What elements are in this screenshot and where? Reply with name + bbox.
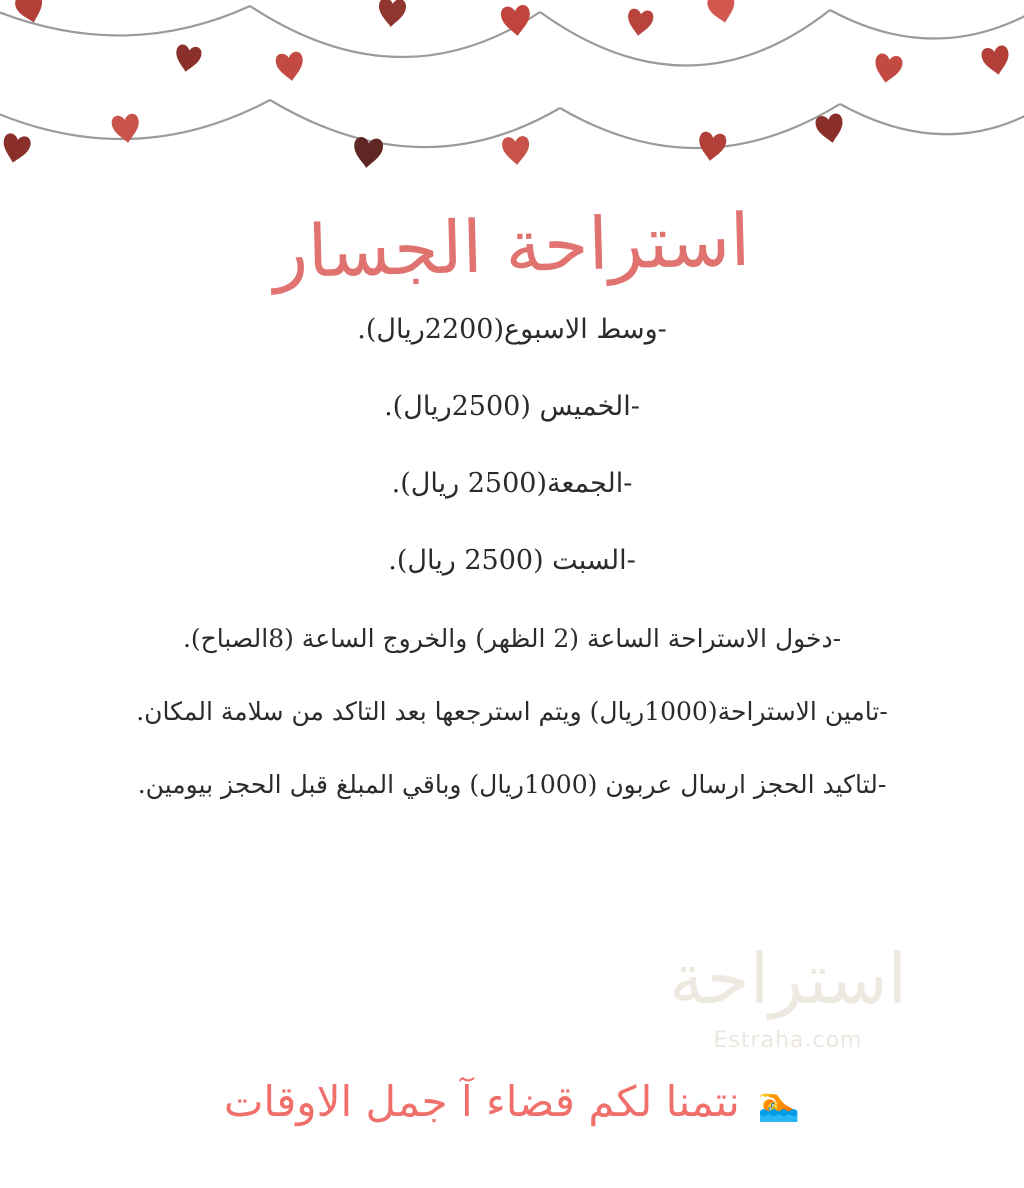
watermark-logo-text: استراحة [668,937,908,1020]
price-line: -الجمعة(2500 ريال). [391,467,633,499]
price-line: -الخميس (2500ريال). [384,390,640,422]
footer-message: نتمنا لكم قضاء آ جمل الاوقات [223,1077,740,1126]
swimmer-icon: 🏊 [757,1083,801,1124]
watermark-site-text: Estraha.com [713,1027,863,1053]
price-list [0,314,1024,622]
price-line: -السبت (2500 ريال). [388,544,636,576]
price-line: -وسط الاسبوع(2200ريال). [357,313,667,345]
page-title: استراحة الجسار [272,197,752,295]
rule-line: -دخول الاستراحة الساعة (2 الظهر) والخروج الساعة (8الصباح). [182,623,842,653]
rules-list [0,624,1024,843]
rule-line: -لتاكيد الحجز ارسال عربون (1000ريال) وباقي المبلغ قبل الحجز بيومين. [137,769,887,799]
rule-line: -تامين الاستراحة(1000ريال) ويتم استرجعها بعد التاكد من سلامة المكان. [136,696,888,726]
footer-message-row [0,1077,1024,1126]
